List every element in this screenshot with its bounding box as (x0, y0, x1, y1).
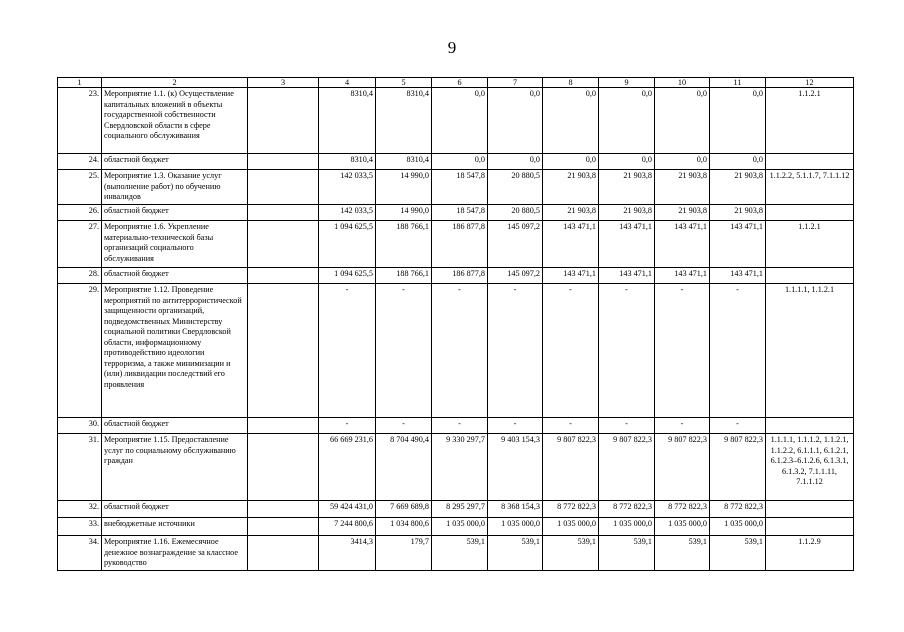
value-cell: 143 471,1 (543, 268, 599, 284)
row-number-cell: 27. (58, 221, 102, 268)
value-cell: 59 424 431,0 (319, 501, 376, 518)
description-cell: Мероприятие 1.1. (к) Осуществление капитальных вложений в объекты государственной собственности Свердловской области в сфере социального обслуживания (102, 88, 248, 154)
value-cell: 14 990,0 (376, 205, 432, 221)
value-cell: 9 807 822,3 (655, 434, 710, 501)
value-cell: 539,1 (488, 536, 543, 571)
value-cell: - (599, 284, 655, 418)
value-cell: 9 807 822,3 (599, 434, 655, 501)
description-cell: Мероприятие 1.3. Оказание услуг (выполнение работ) по обучению инвалидов (102, 170, 248, 205)
header-cell: 11 (710, 78, 766, 88)
row-number-cell: 32. (58, 501, 102, 518)
target-codes-cell (766, 418, 854, 434)
value-cell: 18 547,8 (432, 170, 488, 205)
value-cell: 143 471,1 (599, 268, 655, 284)
value-cell: 539,1 (655, 536, 710, 571)
description-cell: областной бюджет (102, 418, 248, 434)
table-row (58, 268, 854, 284)
value-cell: 8 772 822,3 (599, 501, 655, 518)
target-codes-cell: 1.1.2.2, 5.1.1.7, 7.1.1.12 (766, 170, 854, 205)
target-codes-cell (766, 154, 854, 170)
empty-cell (248, 518, 319, 536)
value-cell: 66 669 231,6 (319, 434, 376, 501)
page-number: 9 (447, 38, 457, 57)
row-number-cell: 34. (58, 536, 102, 571)
value-cell: 21 903,8 (543, 205, 599, 221)
value-cell: 179,7 (376, 536, 432, 571)
value-cell: 8 368 154,3 (488, 501, 543, 518)
value-cell: 539,1 (543, 536, 599, 571)
value-cell: 7 669 689,8 (376, 501, 432, 518)
table-row (58, 205, 854, 221)
value-cell: 0,0 (710, 88, 766, 154)
table-row (58, 221, 854, 268)
description-cell: областной бюджет (102, 268, 248, 284)
value-cell: 21 903,8 (710, 170, 766, 205)
value-cell: - (376, 284, 432, 418)
value-cell: 8310,4 (319, 88, 376, 154)
value-cell: 21 903,8 (599, 170, 655, 205)
target-codes-cell (766, 501, 854, 518)
description-cell: областной бюджет (102, 501, 248, 518)
table-row (58, 170, 854, 205)
empty-cell (248, 88, 319, 154)
target-codes-cell: 1.1.1.1, 1.1.1.2, 1.1.2.1, 1.1.2.2, 6.1.1.1, 6.1.2.1, 6.1.2.3–6.1.2.6, 6.1.3.1, 6.1.3.2, 7.1.1.11, 7.1.1.12 (766, 434, 854, 501)
value-cell: 20 880,5 (488, 170, 543, 205)
value-cell: 143 471,1 (599, 221, 655, 268)
row-number-cell: 23. (58, 88, 102, 154)
header-cell: 5 (376, 78, 432, 88)
row-number-cell: 31. (58, 434, 102, 501)
value-cell: - (599, 418, 655, 434)
empty-cell (248, 501, 319, 518)
value-cell: 21 903,8 (710, 205, 766, 221)
value-cell: 1 035 000,0 (599, 518, 655, 536)
row-number-cell: 26. (58, 205, 102, 221)
value-cell: 21 903,8 (655, 205, 710, 221)
table-row (58, 501, 854, 518)
value-cell: 8310,4 (319, 154, 376, 170)
value-cell: 0,0 (432, 154, 488, 170)
value-cell: - (488, 418, 543, 434)
target-codes-cell: 1.1.2.9 (766, 536, 854, 571)
value-cell: 1 035 000,0 (710, 518, 766, 536)
value-cell: 8310,4 (376, 88, 432, 154)
header-cell: 4 (319, 78, 376, 88)
value-cell: 188 766,1 (376, 268, 432, 284)
value-cell: 1 034 800,6 (376, 518, 432, 536)
empty-cell (248, 221, 319, 268)
value-cell: 7 244 800,6 (319, 518, 376, 536)
header-cell: 6 (432, 78, 488, 88)
header-cell: 3 (248, 78, 319, 88)
target-codes-cell: 1.1.2.1 (766, 221, 854, 268)
value-cell: - (432, 284, 488, 418)
value-cell: 8 704 490,4 (376, 434, 432, 501)
value-cell: 21 903,8 (655, 170, 710, 205)
row-number-cell: 33. (58, 518, 102, 536)
value-cell: 18 547,8 (432, 205, 488, 221)
header-cell: 7 (488, 78, 543, 88)
description-cell: Мероприятие 1.16. Ежемесячное денежное вознаграждение за классное руководство (102, 536, 248, 571)
table-row (58, 418, 854, 434)
row-number-cell: 25. (58, 170, 102, 205)
value-cell: - (655, 284, 710, 418)
value-cell: 0,0 (710, 154, 766, 170)
value-cell: 145 097,2 (488, 268, 543, 284)
value-cell: 0,0 (488, 88, 543, 154)
value-cell: 0,0 (655, 154, 710, 170)
header-cell: 1 (58, 78, 102, 88)
description-cell: внебюджетные источники (102, 518, 248, 536)
value-cell: 143 471,1 (543, 221, 599, 268)
target-codes-cell (766, 518, 854, 536)
value-cell: 1 094 625,5 (319, 268, 376, 284)
value-cell: 143 471,1 (655, 221, 710, 268)
header-cell: 9 (599, 78, 655, 88)
value-cell: 0,0 (488, 154, 543, 170)
table-row (58, 518, 854, 536)
value-cell: 9 807 822,3 (710, 434, 766, 501)
value-cell: 142 033,5 (319, 205, 376, 221)
value-cell: 1 035 000,0 (432, 518, 488, 536)
value-cell: 8310,4 (376, 154, 432, 170)
value-cell: 1 035 000,0 (655, 518, 710, 536)
header-cell: 2 (102, 78, 248, 88)
value-cell: 143 471,1 (710, 221, 766, 268)
value-cell: - (432, 418, 488, 434)
value-cell: - (543, 418, 599, 434)
row-number-cell: 28. (58, 268, 102, 284)
value-cell: 539,1 (710, 536, 766, 571)
target-codes-cell (766, 268, 854, 284)
empty-cell (248, 268, 319, 284)
value-cell: 9 403 154,3 (488, 434, 543, 501)
value-cell: 9 807 822,3 (543, 434, 599, 501)
value-cell: - (710, 418, 766, 434)
value-cell: 539,1 (432, 536, 488, 571)
table-row (58, 536, 854, 571)
value-cell: - (319, 418, 376, 434)
empty-cell (248, 434, 319, 501)
empty-cell (248, 205, 319, 221)
empty-cell (248, 170, 319, 205)
empty-cell (248, 284, 319, 418)
value-cell: 8 295 297,7 (432, 501, 488, 518)
row-number-cell: 29. (58, 284, 102, 418)
value-cell: - (655, 418, 710, 434)
value-cell: - (488, 284, 543, 418)
value-cell: - (376, 418, 432, 434)
value-cell: 188 766,1 (376, 221, 432, 268)
target-codes-cell: 1.1.1.1, 1.1.2.1 (766, 284, 854, 418)
value-cell: 539,1 (599, 536, 655, 571)
value-cell: 1 035 000,0 (543, 518, 599, 536)
header-row (58, 78, 854, 88)
description-cell: областной бюджет (102, 205, 248, 221)
value-cell: 21 903,8 (599, 205, 655, 221)
header-cell: 10 (655, 78, 710, 88)
header-cell: 12 (766, 78, 854, 88)
value-cell: 145 097,2 (488, 221, 543, 268)
value-cell: 8 772 822,3 (710, 501, 766, 518)
table-row (58, 284, 854, 418)
value-cell: 143 471,1 (710, 268, 766, 284)
value-cell: 186 877,8 (432, 268, 488, 284)
empty-cell (248, 154, 319, 170)
value-cell: 142 033,5 (319, 170, 376, 205)
value-cell: 0,0 (655, 88, 710, 154)
value-cell: 1 035 000,0 (488, 518, 543, 536)
value-cell: 3414,3 (319, 536, 376, 571)
value-cell: 20 880,5 (488, 205, 543, 221)
row-number-cell: 24. (58, 154, 102, 170)
description-cell: Мероприятие 1.6. Укрепление материально-технической базы организаций социального обслуживания (102, 221, 248, 268)
value-cell: 186 877,8 (432, 221, 488, 268)
value-cell: - (543, 284, 599, 418)
value-cell: 143 471,1 (655, 268, 710, 284)
description-cell: областной бюджет (102, 154, 248, 170)
value-cell: 0,0 (599, 154, 655, 170)
program-table (57, 77, 854, 571)
empty-cell (248, 536, 319, 571)
empty-cell (248, 418, 319, 434)
value-cell: 0,0 (543, 88, 599, 154)
value-cell: 0,0 (543, 154, 599, 170)
description-cell: Мероприятие 1.15. Предоставление услуг по социальному обслуживанию граждан (102, 434, 248, 501)
value-cell: 14 990,0 (376, 170, 432, 205)
target-codes-cell (766, 205, 854, 221)
header-cell: 8 (543, 78, 599, 88)
value-cell: 0,0 (599, 88, 655, 154)
row-number-cell: 30. (58, 418, 102, 434)
table-row (58, 434, 854, 501)
value-cell: 9 330 297,7 (432, 434, 488, 501)
value-cell: 21 903,8 (543, 170, 599, 205)
value-cell: 8 772 822,3 (543, 501, 599, 518)
table-row (58, 154, 854, 170)
table-row (58, 88, 854, 154)
value-cell: 1 094 625,5 (319, 221, 376, 268)
value-cell: - (319, 284, 376, 418)
target-codes-cell: 1.1.2.1 (766, 88, 854, 154)
value-cell: 0,0 (432, 88, 488, 154)
value-cell: - (710, 284, 766, 418)
value-cell: 8 772 822,3 (655, 501, 710, 518)
description-cell: Мероприятие 1.12. Проведение мероприятий по антитеррористической защищенности организаций, подведомственных Министерству социальной политики Свердловской области, информационному противодействию идеологии терроризма, а также минимизации и (или) ликвидации последствий его проявления (102, 284, 248, 418)
